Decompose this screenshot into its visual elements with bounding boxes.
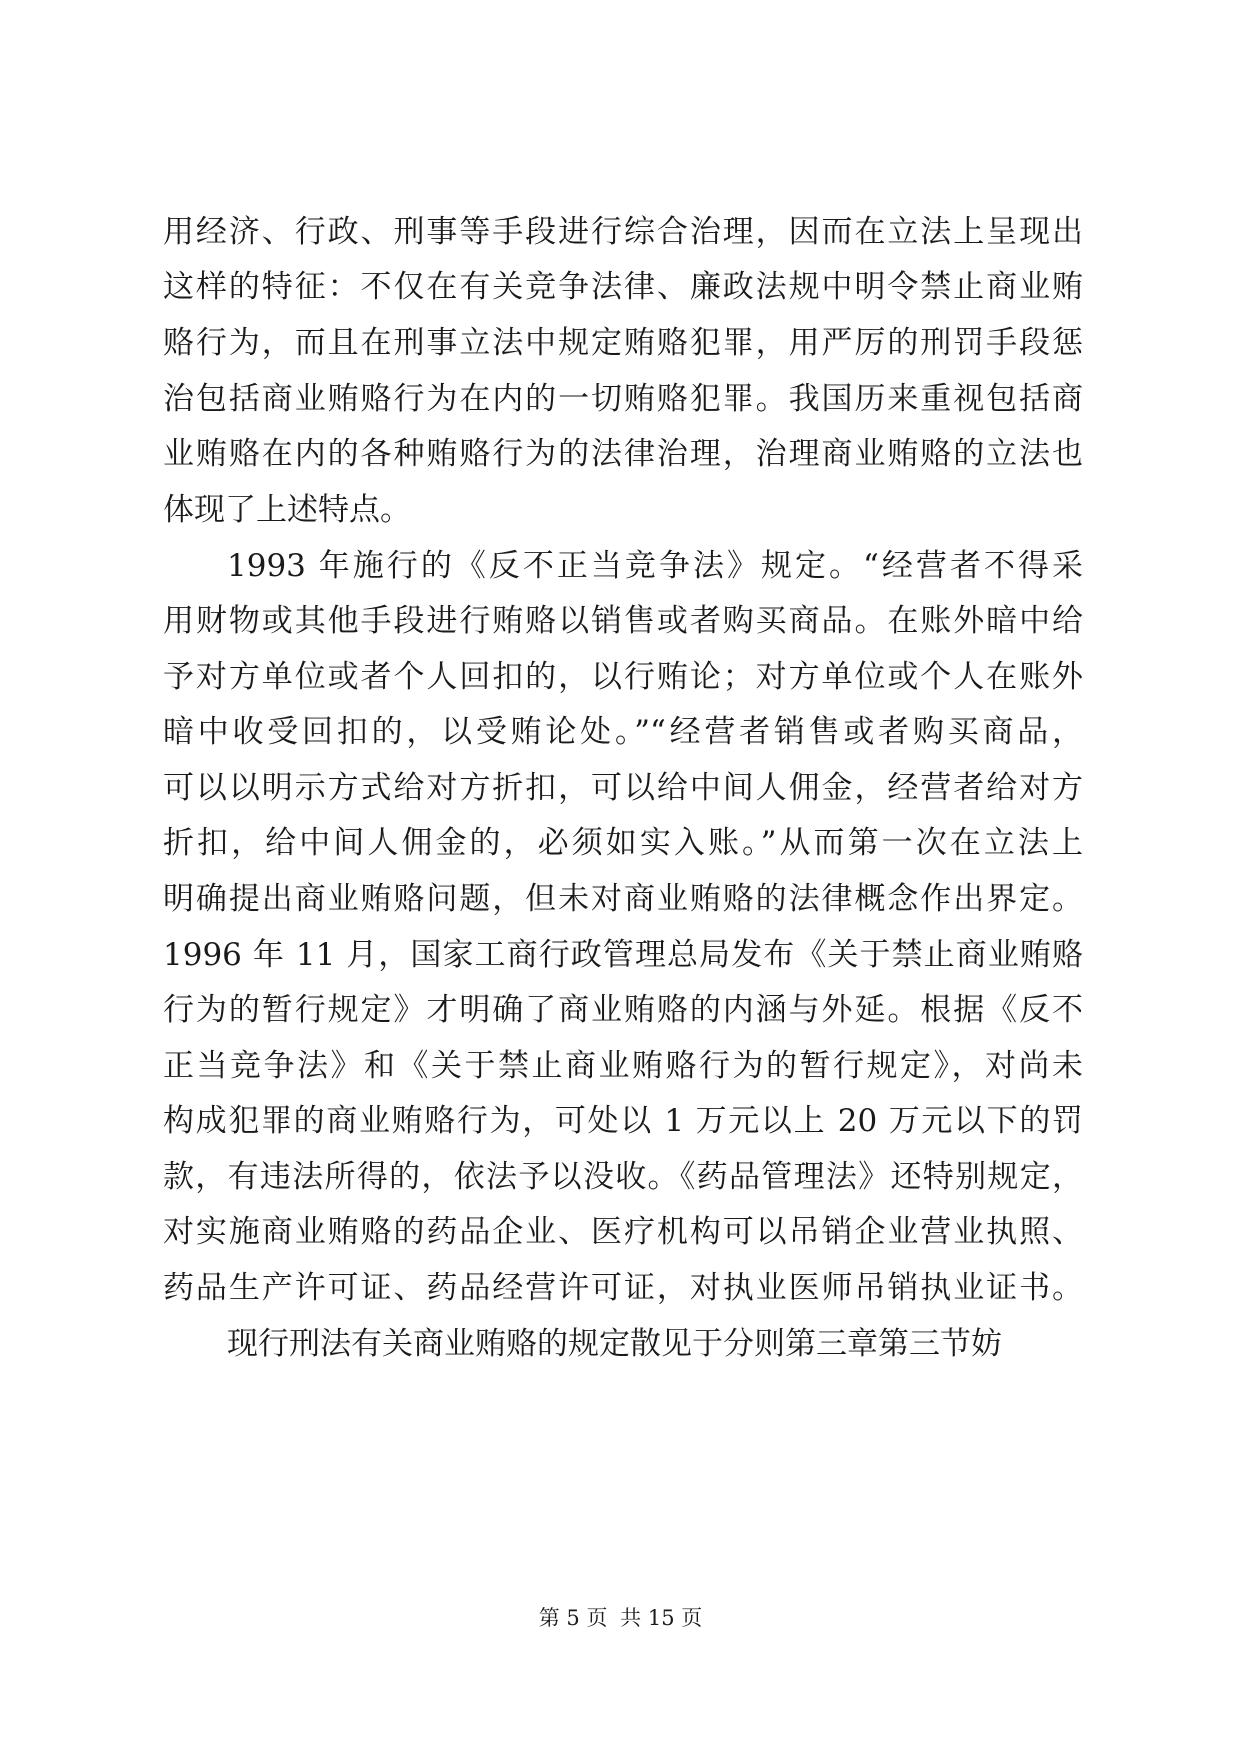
- body-text-line: 赂行为，而且在刑事立法中规定贿赂犯罪，用严厉的刑罚手段惩: [163, 325, 1083, 361]
- body-text-line: 业贿赂在内的各种贿赂行为的法律治理，治理商业贿赂的立法也: [163, 436, 1083, 472]
- body-text-line: 用经济、行政、刑事等手段进行综合治理，因而在立法上呈现出: [163, 214, 1083, 250]
- body-text-line: 1996 年 11 月，国家工商行政管理总局发布《关于禁止商业贿赂: [163, 937, 1083, 973]
- body-text-line: 予对方单位或者个人回扣的，以行贿论；对方单位或个人在账外: [163, 659, 1083, 695]
- paragraph-first-line: 现行刑法有关商业贿赂的规定散见于分则第三章第三节妨: [227, 1326, 1002, 1362]
- body-text-line: 用财物或其他手段进行贿赂以销售或者购买商品。在账外暗中给: [163, 603, 1083, 639]
- body-text-line: 体现了上述特点。: [163, 492, 411, 528]
- page-total: 共 15 页: [620, 1606, 703, 1630]
- paragraph-first-line: 1993 年施行的《反不正当竞争法》规定。“经营者不得采: [227, 548, 1083, 584]
- page-footer: [0, 1604, 1241, 1632]
- body-text-line: 正当竞争法》和《关于禁止商业贿赂行为的暂行规定》，对尚未: [163, 1048, 1083, 1084]
- body-text-line: 对实施商业贿赂的药品企业、医疗机构可以吊销企业营业执照、: [163, 1214, 1083, 1250]
- body-text-line: 这样的特征：不仅在有关竞争法律、廉政法规中明令禁止商业贿: [163, 269, 1083, 305]
- body-text-line: 行为的暂行规定》才明确了商业贿赂的内涵与外延。根据《反不: [163, 992, 1083, 1028]
- body-text-line: 治包括商业贿赂行为在内的一切贿赂犯罪。我国历来重视包括商: [163, 381, 1083, 417]
- body-text-line: 暗中收受回扣的，以受贿论处。”“经营者销售或者购买商品，: [163, 714, 1083, 750]
- body-text-line: 折扣，给中间人佣金的，必须如实入账。”从而第一次在立法上: [163, 825, 1083, 861]
- page-number: 第 5 页: [538, 1606, 608, 1630]
- body-text-line: 明确提出商业贿赂问题，但未对商业贿赂的法律概念作出界定。: [163, 881, 1083, 917]
- body-text-line: 可以以明示方式给对方折扣，可以给中间人佣金，经营者给对方: [163, 770, 1083, 806]
- body-text-line: 药品生产许可证、药品经营许可证，对执业医师吊销执业证书。: [163, 1270, 1083, 1306]
- body-text-line: 款，有违法所得的，依法予以没收。《药品管理法》还特别规定，: [163, 1159, 1083, 1195]
- body-text-line: 构成犯罪的商业贿赂行为，可处以 1 万元以上 20 万元以下的罚: [163, 1103, 1083, 1139]
